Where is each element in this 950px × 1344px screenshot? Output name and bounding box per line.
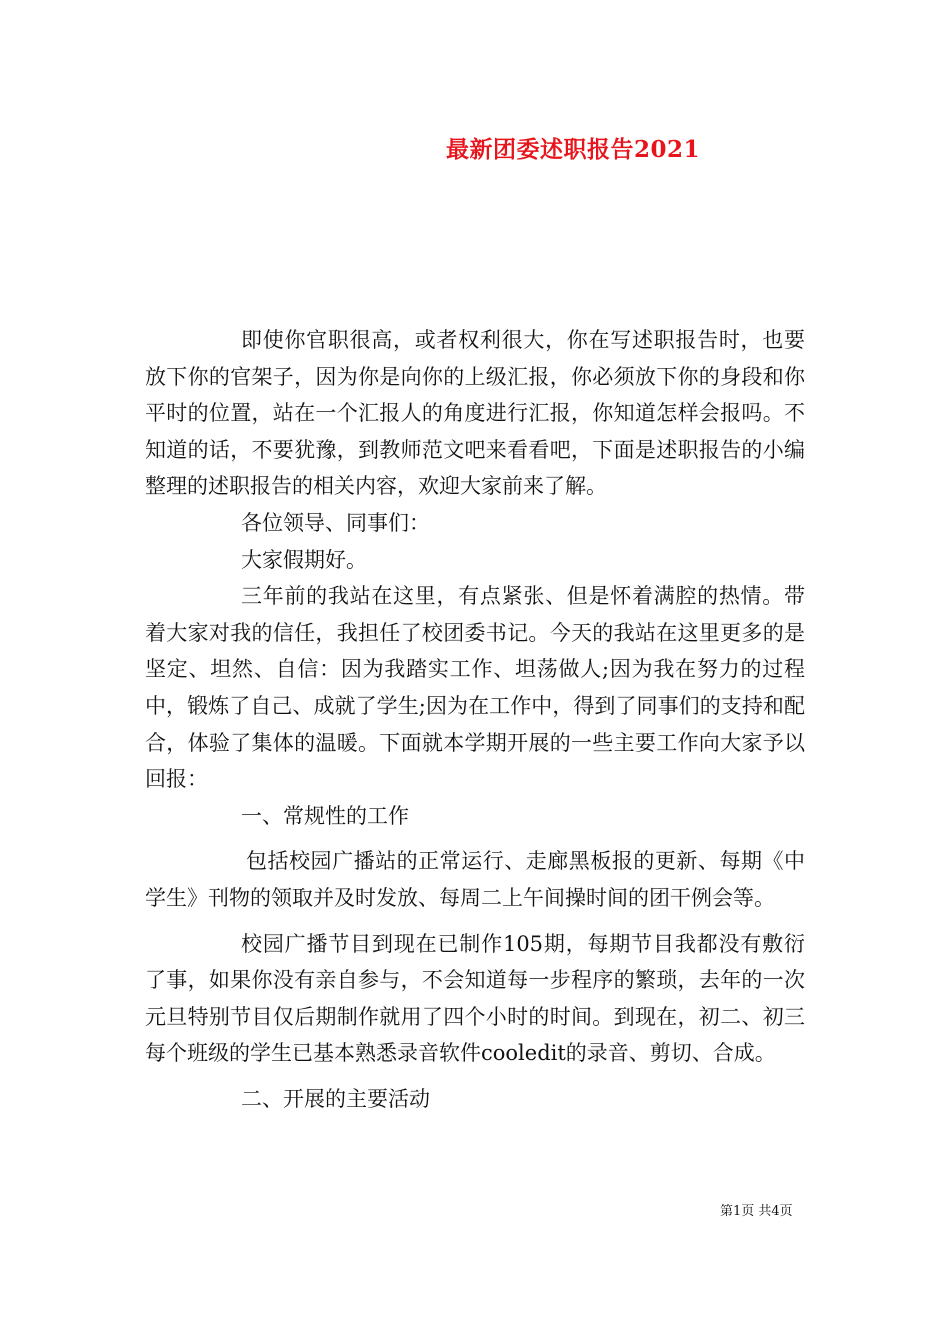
- page-number: 第1页 共4页: [720, 1204, 793, 1219]
- paragraph-review: 三年前的我站在这里，有点紧张、但是怀着满腔的热情。带着大家对我的信任，我担任了校团委书记。今天的我站在这里更多的是坚定、坦然、自信：因为我踏实工作、坦荡做人;因为我在努力的过程中，锻炼了自己、成就了学生;因为在工作中，得到了同事们的支持和配合，体验了集体的温暖。下面就本学期开展的一些主要工作向大家予以回报：: [145, 584, 805, 792]
- document-body: [145, 322, 805, 1117]
- paragraph-broadcast: 校园广播节目到现在已制作105期，每期节目我都没有敷衍了事，如果你没有亲自参与，不会知道每一步程序的繁琐，去年的一次元旦特别节目仅后期制作就用了四个小时的时间。到现在，初二、初三每个班级的学生已基本熟悉录音软件cooledit的录音、剪切、合成。: [145, 931, 805, 1066]
- salutation: 各位领导、同事们：: [241, 510, 430, 535]
- paragraph-routine-work: 包括校园广播站的正常运行、走廊黑板报的更新、每期《中学生》刊物的领取并及时发放、每周二上午间操时间的团干例会等。: [145, 849, 805, 910]
- section-heading-routine-work: 一、常规性的工作: [241, 803, 409, 828]
- intro-paragraph: 即使你官职很高，或者权利很大，你在写述职报告时，也要放下你的官架子，因为你是向你的上级汇报，你必须放下你的身段和你平时的位置，站在一个汇报人的角度进行汇报，你知道怎样会报吗。不知道的话，不要犹豫，到教师范文吧来看看吧，下面是述职报告的小编整理的述职报告的相关内容，欢迎大家前来了解。: [145, 328, 805, 499]
- greeting: 大家假期好。: [241, 547, 367, 572]
- section-heading-main-activities: 二、开展的主要活动: [241, 1086, 430, 1111]
- document-title: 最新团委述职报告2021: [446, 136, 701, 163]
